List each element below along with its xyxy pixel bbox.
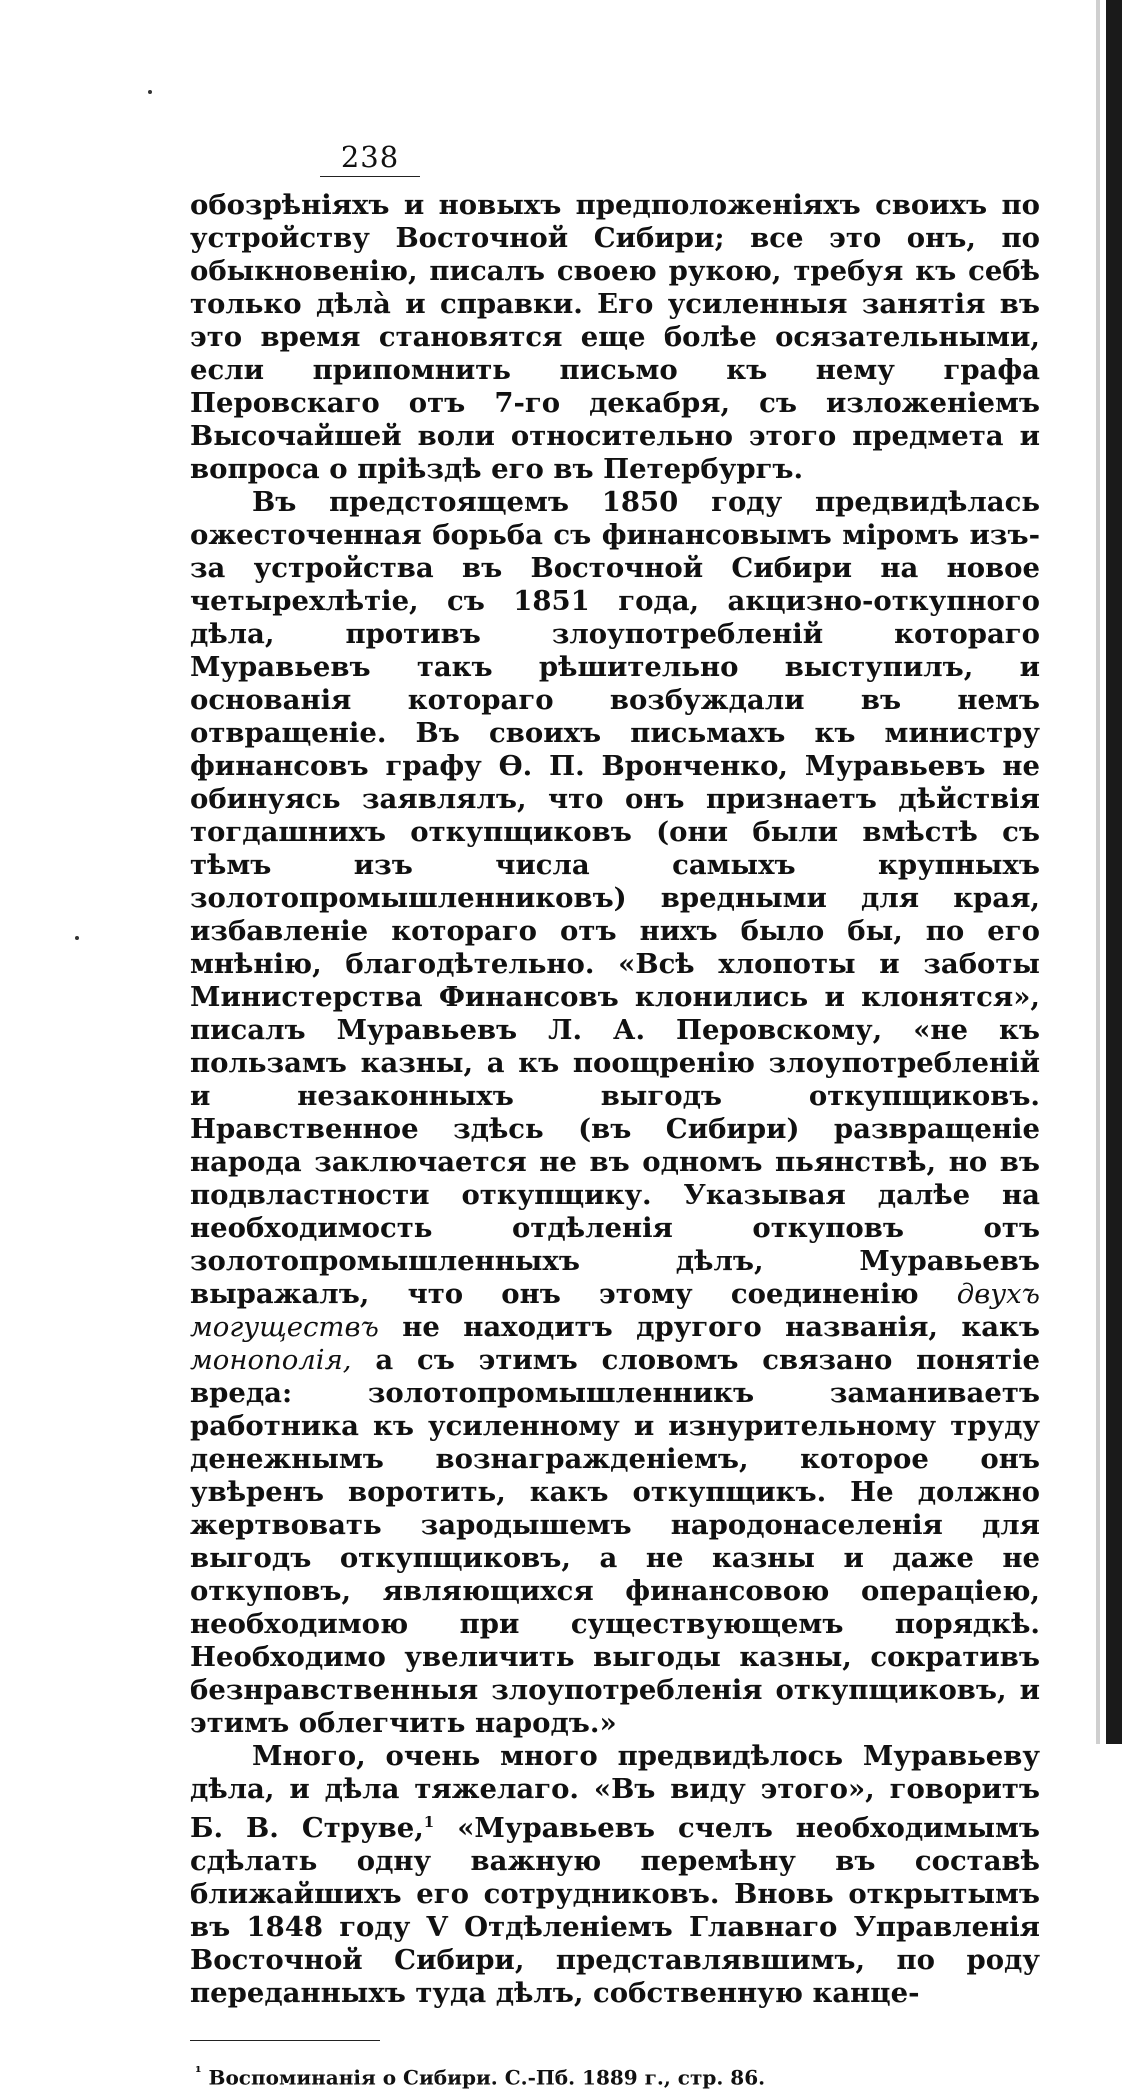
emphasis-text: монополія, (190, 1344, 352, 1376)
footnote-divider (190, 2040, 380, 2041)
paragraph (190, 486, 1040, 1740)
paragraph (190, 189, 1040, 486)
emphasis-text: двухъ могуществъ (190, 1278, 1040, 1343)
text-run: обозрѣніяхъ и новыхъ предположеніяхъ своихъ по устройству Восточной Сибири; все это онъ, по обыкновенію, писалъ своею рукою, требуя къ себѣ только дѣла̀ и справки. Его усиленныя занятія въ это время становятся еще болѣе осязательными, если припомнить письмо къ нему графа Перовскаго отъ 7-го декабря, съ изложеніемъ Высочайшей воли относительно этого предмета и вопроса о пріѣздѣ его въ Петербургъ. (190, 189, 1040, 485)
footnote-text: Воспоминанія о Сибири. С.-Пб. 1889 г., стр. 86. (208, 2065, 766, 2090)
text-run: Много, очень много предвидѣлось Муравьеву дѣла, и дѣла тяжелаго. «Въ виду этого», говоритъ Б. В. Струве, (190, 1740, 1040, 1845)
footnote (195, 2063, 1040, 2090)
text-run: а съ этимъ словомъ связано понятіе вреда: золотопромышленникъ заманиваетъ работника къ усиленному и изнурительному труду денежнымъ вознагражденіемъ, которое онъ увѣренъ воротить, какъ откупщикъ. Не должно жертвовать зародышемъ народонаселенія для выгодъ откупщиковъ, а не казны и даже не откуповъ, являющихся финансовою операціею, необходимою при существующемъ порядкѣ. Необходимо увеличить выгоды казны, сокративъ безнравственныя злоупотребленія откупщиковъ, и этимъ облегчить народъ.» (190, 1344, 1040, 1739)
scan-speck (75, 936, 79, 940)
book-page (190, 140, 1040, 2090)
page-number: 238 (320, 140, 420, 177)
body-text (190, 189, 1040, 2010)
footnote-marker: ¹ (195, 2063, 202, 2082)
text-run: не находитъ другого названія, какъ (378, 1311, 1040, 1343)
footnote-reference: 1 (423, 1813, 435, 1831)
paragraph (190, 1740, 1040, 2010)
scan-speck (148, 90, 152, 94)
text-run: «Муравьевъ счелъ необходимымъ сдѣлать одну важную перемѣну въ составѣ ближайшихъ его сотрудниковъ. Вновь открытымъ въ 1848 году V Отдѣленіемъ Главнаго Управленія Восточной Сибири, представлявшимъ, по роду переданныхъ туда дѣлъ, собственную канце- (190, 1812, 1040, 2010)
text-run: Въ предстоящемъ 1850 году предвидѣлась ожесточенная борьба съ финансовымъ міромъ изъ-за устройства въ Восточной Сибири на новое четырехлѣтіе, съ 1851 года, акцизно-откупного дѣла, противъ злоупотребленій котораго Муравьевъ такъ рѣшительно выступилъ, и основанія котораго возбуждали въ немъ отвращеніе. Въ своихъ письмахъ къ министру финансовъ графу Ѳ. П. Вронченко, Муравьевъ не обинуясь заявлялъ, что онъ признаетъ дѣйствія тогдашнихъ откупщиковъ (они были вмѣстѣ съ тѣмъ изъ числа самыхъ крупныхъ золотопромышленниковъ) вредными для края, избавленіе котораго отъ нихъ было бы, по его мнѣнію, благодѣтельно. «Всѣ хлопоты и заботы Министерства Финансовъ клонились и клонятся», писалъ Муравьевъ Л. А. Перовскому, «не къ пользамъ казны, а къ поощренію злоупотребленій и незаконныхъ выгодъ откупщиковъ. Нравственное здѣсь (въ Сибири) развращеніе народа заключается не въ одномъ пьянствѣ, но въ подвластности откупщику. Указывая далѣе на необходимость отдѣленія откуповъ отъ золотопромышленныхъ дѣлъ, Муравьевъ выражалъ, что онъ этому соединенію (190, 486, 1040, 1310)
scan-edge-bar (1106, 0, 1122, 1744)
